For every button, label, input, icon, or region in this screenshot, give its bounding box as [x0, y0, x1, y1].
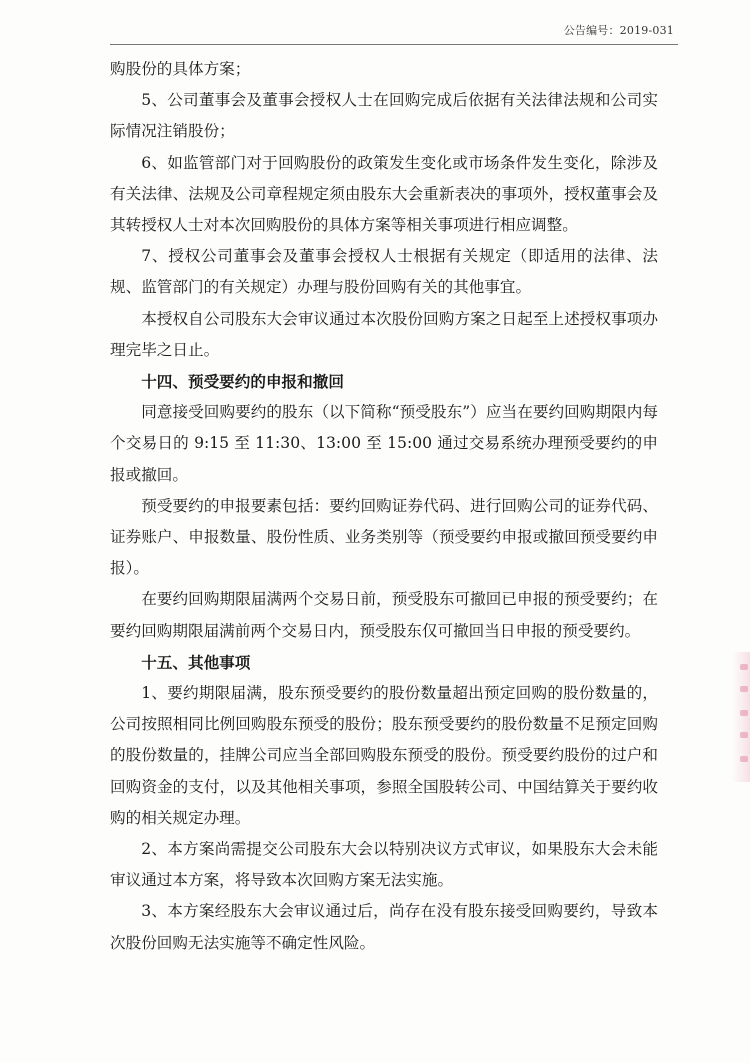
header-divider — [110, 44, 678, 45]
seal-edge-mark — [732, 652, 750, 782]
paragraph-other-item-2: 2、本方案尚需提交公司股东大会以特别决议方式审议，如果股东大会未能审议通过本方案，将导致本次回购方案无法实施。 — [110, 840, 658, 890]
announcement-number: 公告编号：2019-031 — [563, 24, 674, 37]
paragraph-item-6: 6、如监管部门对于回购股份的政策发生变化或市场条件发生变化，除涉及有关法律、法规及公司章程规定须由股东大会重新表决的事项外，授权董事会及其转授权人士对本次回购股份的具体方案等相关事项进行相应调整。 — [110, 153, 658, 235]
paragraph-continuation: 购股份的具体方案； — [110, 60, 251, 78]
paragraph-item-5: 5、公司董事会及董事会授权人士在回购完成后依据有关法律法规和公司实际情况注销股份； — [110, 91, 658, 141]
paragraph-other-item-1: 1、要约期限届满，股东预受要约的股份数量超出预定回购的股份数量的，公司按照相同比例回购股东预受的股份；股东预受要约的股份数量不足预定回购的股份数量的，挂牌公司应当全部回购股东预受的股份。预受要约股份的过户和回购资金的支付，以及其他相关事项，参照全国股转公司、中国结算关于要约收购的相关规定办理。 — [110, 684, 658, 827]
document-body — [110, 54, 658, 959]
paragraph-declaration-elements: 预受要约的申报要素包括：要约回购证券代码、进行回购公司的证券代码、证券账户、申报数量、股份性质、业务类别等（预受要约申报或撤回预受要约申报）。 — [110, 496, 658, 578]
paragraph-other-item-3: 3、本方案经股东大会审议通过后，尚存在没有股东接受回购要约，导致本次股份回购无法实施等不确定性风险。 — [110, 902, 658, 952]
section-heading-14: 十四、预受要约的申报和撤回 — [141, 372, 344, 392]
paragraph-withdrawal-rules: 在要约回购期限届满两个交易日前，预受股东可撤回已申报的预受要约；在要约回购期限届满前两个交易日内，预受股东仅可撤回当日申报的预受要约。 — [110, 590, 658, 640]
paragraph-authorization-period: 本授权自公司股东大会审议通过本次股份回购方案之日起至上述授权事项办理完毕之日止。 — [110, 309, 658, 359]
paragraph-item-7: 7、授权公司董事会及董事会授权人士根据有关规定（即适用的法律、法规、监管部门的有关规定）办理与股份回购有关的其他事宜。 — [110, 247, 658, 297]
paragraph-acceptance-time: 同意接受回购要约的股东（以下简称“预受股东”）应当在要约回购期限内每个交易日的 9:15 至 11:30、13:00 至 15:00 通过交易系统办理预受要约的申报或撤回。 — [110, 403, 658, 484]
section-heading-15: 十五、其他事项 — [141, 652, 251, 672]
